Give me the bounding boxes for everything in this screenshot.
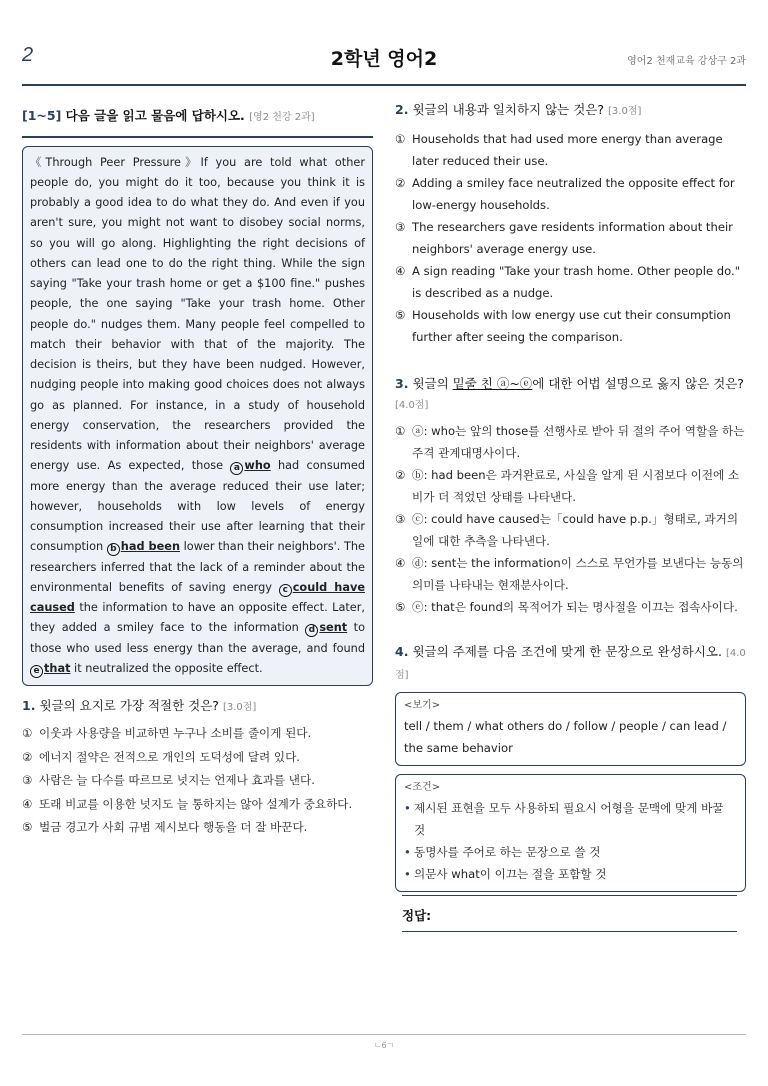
question-2-points: [3.0점] (608, 106, 642, 117)
condition-item (404, 797, 737, 841)
passage-text-2: had consumed more energy than the average reduced their use later; however, households with low levels of energy consumption increased their use after learning that their consumption (30, 459, 366, 554)
choice-text: ⓒ: could have caused는「could have p.p.」형태로, 과거의 일에 대한 추측을 나타낸다. (412, 512, 739, 548)
question-3-text: 윗글의 (412, 376, 453, 391)
passage-text-3: lower than their neighbors'. The researchers inferred that the lack of a reminder about the environmental benefits of saving energy (30, 540, 366, 594)
choice-text: The researchers gave residents information about their neighbors' average energy use. (412, 220, 733, 256)
passage-text-1: 《Through Peer Pressure》If you are told what other people do, you might do it too, because you think it is probably a good idea to do what they do. And even if you aren't sure, you might not want to disobey social norms, so you will go along. Highlighting the right decisions of others can lead one to do the right thing. While the sign saying "Take your trash home or get a $100 fine." pushes people, the one saying "Take your trash home. Other people do." nudges them. Many people feel compelled to match their behavior with that of the majority. The decision is theirs, but they have been nudged. However, nudging people into making good choices does not always go as planned. For instance, in a study of household energy conservation, the researchers provided the residents with information about their neighbors' average energy use. As expected, those (30, 155, 365, 473)
choice-item[interactable] (395, 508, 746, 552)
reading-passage (22, 146, 373, 687)
choice-item[interactable] (395, 216, 746, 260)
question-1 (22, 696, 373, 718)
section-divider (22, 136, 373, 138)
choice-item[interactable] (22, 722, 373, 746)
question-1-number: 1. (22, 698, 36, 713)
bullet-icon: • (404, 801, 411, 815)
choice-text: 에너지 절약은 전적으로 개인의 도덕성에 달려 있다. (39, 749, 300, 764)
choice-number: ⑤ (22, 820, 33, 834)
example-words: tell / them / what others do / follow / people / can lead / the same behavior (404, 719, 727, 755)
passage-text-6: it neutralized the opposite effect. (70, 661, 263, 675)
question-2 (395, 100, 746, 122)
choice-item[interactable] (395, 596, 746, 618)
choice-number: ① (395, 424, 406, 438)
condition-text: 의문사 what이 이끄는 절을 포함할 것 (414, 867, 607, 881)
choice-item[interactable] (395, 552, 746, 596)
choice-number: ④ (395, 264, 406, 278)
subject-label: 영어2 천재교육 강상구 2과 (627, 56, 746, 67)
choice-text: ⓔ: that은 found의 목적어가 되는 명사절을 이끄는 접속사이다. (412, 600, 738, 614)
choice-item[interactable] (395, 420, 746, 464)
choice-number: ③ (22, 773, 33, 787)
left-column (22, 106, 373, 840)
exam-title: 2학년 영어2 (330, 48, 438, 70)
choice-text: ⓓ: sent는 the information이 스스로 무언가를 보낸다는 능동의 의미를 나타내는 현재분사이다. (412, 556, 744, 592)
choice-item[interactable] (395, 464, 746, 508)
choice-item[interactable] (22, 816, 373, 840)
choice-text: 벌금 경고가 사회 규범 제시보다 행동을 더 잘 바꾼다. (39, 820, 308, 834)
header-divider (22, 84, 746, 86)
question-3-choices (395, 420, 746, 618)
choice-number: ② (395, 468, 406, 482)
marker-c: c (279, 584, 292, 597)
condition-item (404, 841, 737, 863)
choice-text: ⓐ: who는 앞의 those를 선행사로 받아 뒤 절의 주어 역할을 하는 주격 관계대명사이다. (412, 424, 745, 460)
choice-number: ④ (22, 796, 33, 811)
underlined-d: sent (319, 621, 348, 635)
marker-b: b (107, 543, 120, 556)
choice-number: ① (22, 726, 33, 740)
section-instruction: 다음 글을 읽고 물음에 답하시오. (65, 108, 245, 123)
marker-a: a (230, 462, 243, 475)
conditions-box-label: <조건> (404, 782, 441, 793)
example-box-label: <보기> (404, 700, 441, 711)
choice-number: ② (395, 176, 406, 190)
bullet-icon: • (404, 845, 411, 859)
question-1-text: 윗글의 요지로 가장 적절한 것은? (39, 698, 219, 713)
condition-item (404, 863, 737, 885)
choice-number: ② (22, 749, 33, 764)
question-2-text: 윗글의 내용과 일치하지 않는 것은? (412, 102, 605, 117)
question-3-points: [4.0점] (395, 400, 429, 411)
passage-text-4: the information to have an opposite effect. Later, they added a smiley face to the information (30, 601, 365, 635)
condition-text: 제시된 표현을 모두 사용하되 필요시 어형을 문맥에 맞게 바꿀 것 (414, 801, 724, 837)
question-4-text: 윗글의 주제를 다음 조건에 맞게 한 문장으로 완성하시오. (412, 644, 722, 659)
choice-number: ① (395, 132, 406, 146)
choice-text: 이웃과 사용량을 비교하면 누구나 소비를 줄이게 된다. (39, 726, 312, 740)
marker-d: d (305, 624, 318, 637)
passage-text-5: to those who used less energy than the average, and found (30, 621, 365, 655)
choice-item[interactable] (22, 769, 373, 793)
choice-item[interactable] (22, 746, 373, 770)
footer-divider (22, 1034, 746, 1035)
conditions-box (395, 774, 746, 892)
choice-number: ③ (395, 512, 406, 526)
choice-text: 사람은 늘 다수를 따르므로 넛지는 언제나 효과를 낸다. (39, 773, 315, 787)
example-box (395, 692, 746, 766)
choice-text: Households with low energy use cut their consumption further after seeing the comparison. (412, 308, 731, 344)
choice-text: Households that had used more energy than average later reduced their use. (412, 132, 723, 168)
question-3-text-end: 에 대한 어법 설명으로 옳지 않은 것은? (532, 376, 744, 391)
choice-number: ③ (395, 220, 406, 234)
question-3-underline: 밑줄 친 ⓐ~ⓔ (452, 376, 533, 391)
underlined-c: could have caused (30, 580, 365, 614)
choice-text: Adding a smiley face neutralized the opposite effect for low-energy households. (412, 176, 735, 212)
choice-item[interactable] (395, 260, 746, 304)
choice-number: ④ (395, 556, 406, 570)
question-4 (395, 642, 746, 686)
choice-item[interactable] (395, 172, 746, 216)
question-1-points: [3.0점] (222, 702, 257, 713)
page-header (22, 44, 746, 74)
bullet-icon: • (404, 867, 411, 881)
right-column (395, 100, 746, 924)
choice-text: A sign reading "Take your trash home. Other people do." is described as a nudge. (412, 264, 741, 300)
question-4-points: [4.0점] (395, 648, 746, 681)
choice-number: ⑤ (395, 308, 406, 322)
choice-number: ⑤ (395, 600, 406, 614)
choice-item[interactable] (395, 128, 746, 172)
marker-e: e (30, 665, 43, 678)
answer-label: 정답: (402, 908, 432, 923)
choice-text: 또래 비교를 이용한 넛지도 늘 통하지는 않아 설계가 중요하다. (39, 796, 353, 811)
choice-item[interactable] (395, 304, 746, 348)
question-3 (395, 374, 746, 416)
condition-text: 동명사를 주어로 하는 문장으로 쓸 것 (414, 845, 601, 859)
answer-line-2[interactable] (402, 931, 737, 932)
section-heading (22, 106, 373, 128)
underlined-e: that (44, 661, 71, 675)
answer-line-1[interactable] (402, 895, 737, 896)
question-3-number: 3. (395, 376, 409, 391)
question-2-number: 2. (395, 102, 409, 117)
question-4-number: 4. (395, 644, 409, 659)
underlined-a: who (244, 459, 271, 473)
page-number: 2 (22, 44, 34, 66)
choice-text: ⓑ: had been은 과거완료로, 사실을 알게 된 시점보다 이전에 소비가 더 적었던 상태를 나타낸다. (412, 468, 740, 504)
choice-item[interactable] (22, 793, 373, 817)
section-source: [영2 천강 2과] (249, 112, 315, 123)
question-2-choices (395, 128, 746, 348)
section-range: [1~5] (22, 108, 62, 123)
underlined-b: had been (120, 540, 180, 554)
footer-page-mark: ㄴ6ㄱ (373, 1041, 395, 1050)
question-1-choices (22, 722, 373, 840)
